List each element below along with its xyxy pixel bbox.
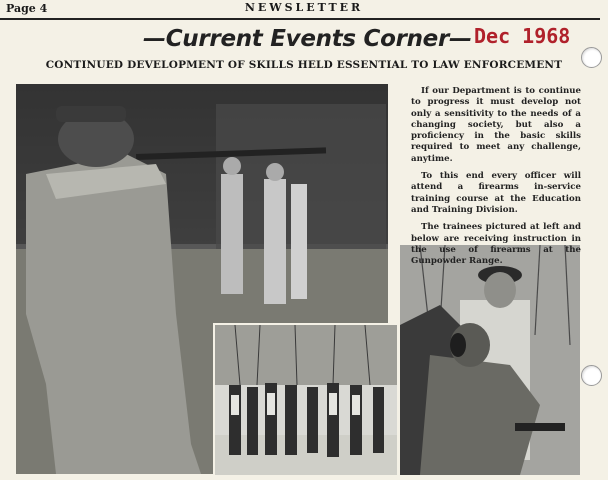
handwritten-date: Dec 1968	[474, 24, 571, 48]
photo-instructor-trainee-image	[400, 245, 580, 475]
article-paragraph-1: If our Department is to continue to progress it must develop not only a sensitivity to the needs of a changing society, but also a proficiency in the basic skills required to meet any challenge, anytime.	[411, 86, 581, 164]
header-rule	[0, 18, 600, 20]
binder-hole-bottom	[581, 365, 602, 386]
photo-instructor-trainee	[400, 245, 580, 475]
section-title: —Current Events Corner—	[143, 26, 472, 52]
article-headline: CONTINUED DEVELOPMENT OF SKILLS HELD ESSENTIAL TO LAW ENFORCEMENT	[45, 59, 563, 71]
page-number: Page 4	[6, 2, 48, 15]
photo-trainee-group-image	[215, 325, 397, 475]
article-body	[411, 86, 581, 273]
article-paragraph-3: The trainees pictured at left and below are receiving instruction in the use of firearms at the Gunpowder Range.	[411, 222, 581, 267]
article-paragraph-2: To this end every officer will attend a firearms in-service training course at the Education and Training Division.	[411, 171, 581, 215]
masthead: NEWSLETTER	[244, 1, 364, 14]
photo-trainee-group	[213, 323, 399, 477]
